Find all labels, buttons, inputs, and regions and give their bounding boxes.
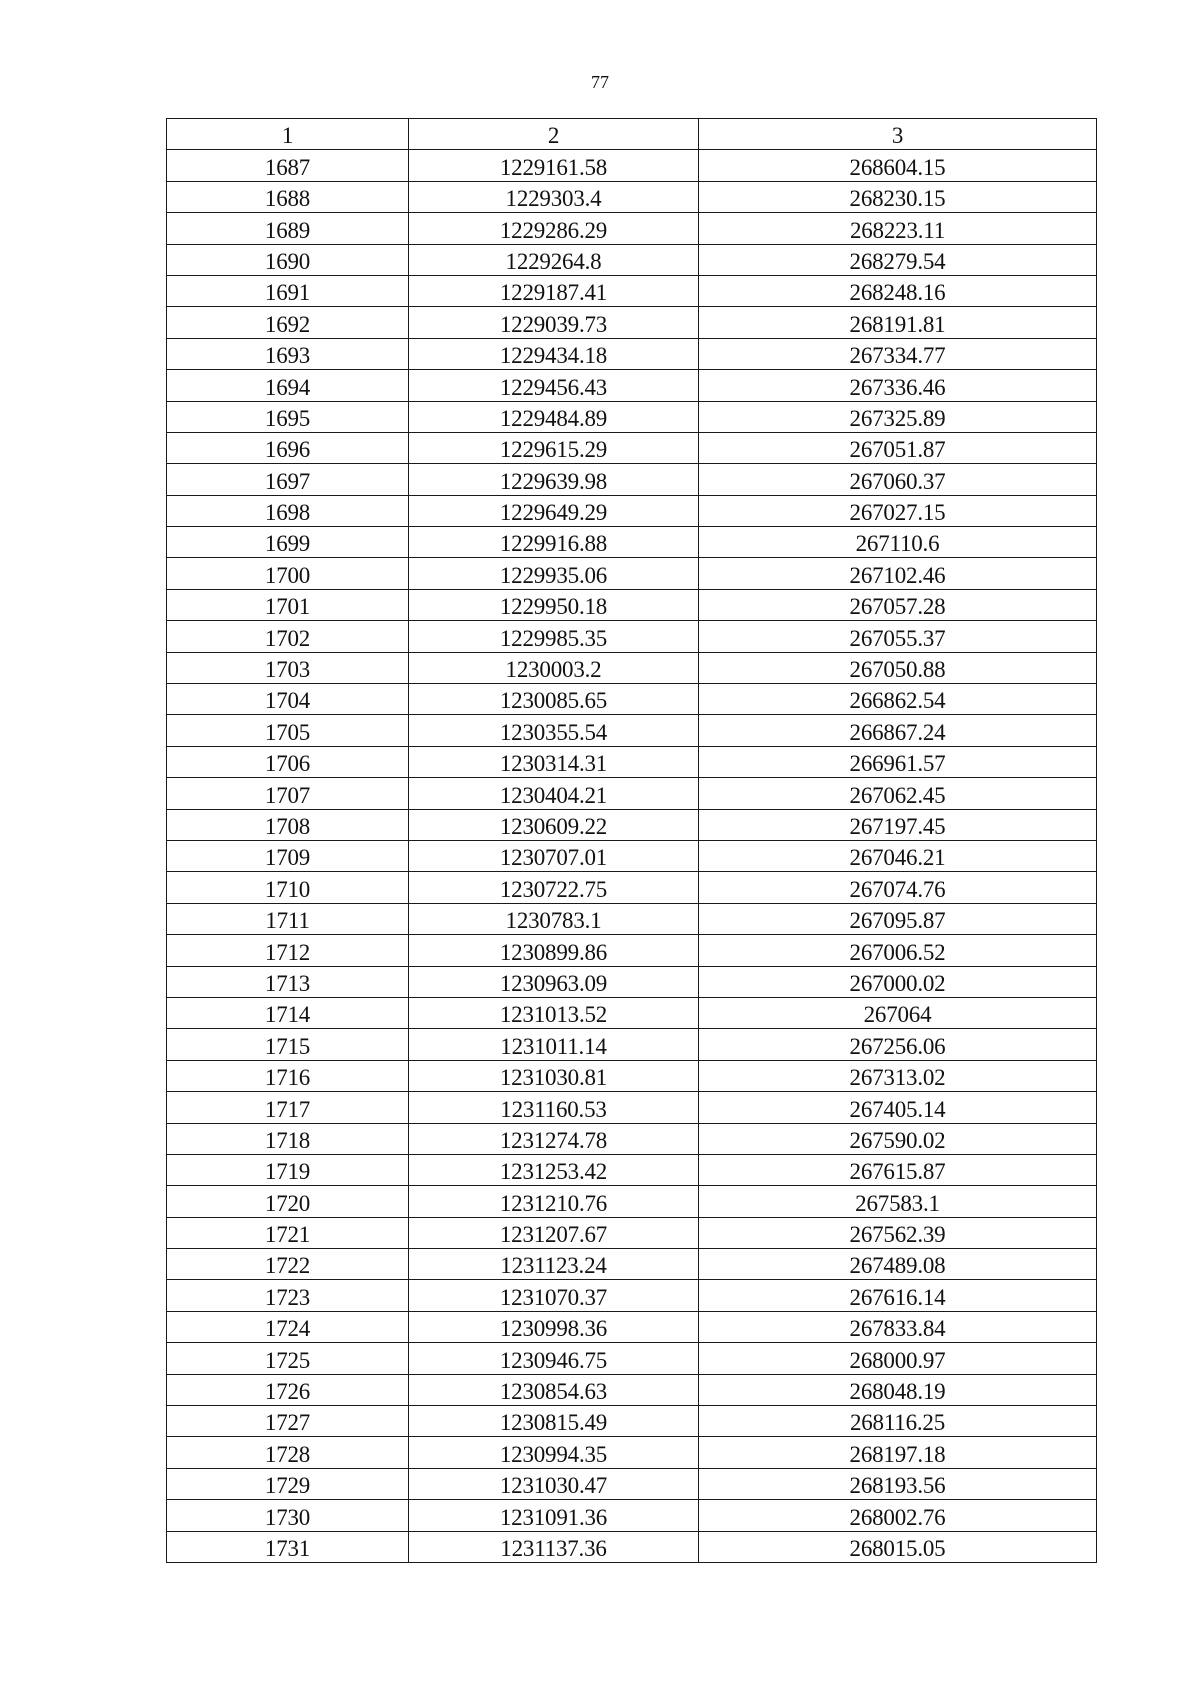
coordinate-y-cell: 267064 <box>699 997 1097 1028</box>
coordinate-y-cell: 268223.11 <box>699 213 1097 244</box>
table-row <box>167 684 1097 715</box>
coordinate-y-cell: 267313.02 <box>699 1060 1097 1091</box>
coordinate-x-cell: 1230707.01 <box>409 840 699 871</box>
coordinate-y-cell: 267405.14 <box>699 1092 1097 1123</box>
point-number-cell: 1714 <box>167 997 409 1028</box>
table-row <box>167 1092 1097 1123</box>
table-row <box>167 840 1097 871</box>
coordinate-x-cell: 1231160.53 <box>409 1092 699 1123</box>
coordinate-x-cell: 1230854.63 <box>409 1374 699 1405</box>
coordinate-y-cell: 267000.02 <box>699 966 1097 997</box>
point-number-cell: 1726 <box>167 1374 409 1405</box>
table-row <box>167 1154 1097 1185</box>
coordinate-y-cell: 267334.77 <box>699 338 1097 369</box>
point-number-cell: 1691 <box>167 275 409 306</box>
point-number-cell: 1689 <box>167 213 409 244</box>
coordinate-y-cell: 267046.21 <box>699 840 1097 871</box>
coordinate-y-cell: 267050.88 <box>699 652 1097 683</box>
table-row <box>167 1500 1097 1531</box>
table-row <box>167 338 1097 369</box>
coordinate-y-cell: 268197.18 <box>699 1437 1097 1468</box>
table-row <box>167 1406 1097 1437</box>
coordinate-x-cell: 1230609.22 <box>409 809 699 840</box>
table-row <box>167 1249 1097 1280</box>
coordinate-x-cell: 1229303.4 <box>409 181 699 212</box>
point-number-cell: 1696 <box>167 432 409 463</box>
coordinate-x-cell: 1230998.36 <box>409 1311 699 1342</box>
coordinate-x-cell: 1230815.49 <box>409 1406 699 1437</box>
coordinate-x-cell: 1231091.36 <box>409 1500 699 1531</box>
table-row <box>167 275 1097 306</box>
point-number-cell: 1709 <box>167 840 409 871</box>
table-body <box>167 150 1097 1563</box>
coordinate-y-cell: 267325.89 <box>699 401 1097 432</box>
coordinate-y-cell: 267489.08 <box>699 1249 1097 1280</box>
table-row <box>167 809 1097 840</box>
coordinate-y-cell: 268116.25 <box>699 1406 1097 1437</box>
coordinate-x-cell: 1231070.37 <box>409 1280 699 1311</box>
coordinate-y-cell: 267006.52 <box>699 935 1097 966</box>
coordinate-x-cell: 1229639.98 <box>409 464 699 495</box>
coordinate-y-cell: 267583.1 <box>699 1186 1097 1217</box>
point-number-cell: 1713 <box>167 966 409 997</box>
coordinate-x-cell: 1230963.09 <box>409 966 699 997</box>
point-number-cell: 1725 <box>167 1343 409 1374</box>
point-number-cell: 1705 <box>167 715 409 746</box>
coordinate-x-cell: 1231013.52 <box>409 997 699 1028</box>
coordinate-y-cell: 267590.02 <box>699 1123 1097 1154</box>
table-row <box>167 1374 1097 1405</box>
point-number-cell: 1692 <box>167 307 409 338</box>
coordinates-table <box>166 118 1097 1563</box>
point-number-cell: 1703 <box>167 652 409 683</box>
point-number-cell: 1715 <box>167 1029 409 1060</box>
point-number-cell: 1711 <box>167 903 409 934</box>
table-row <box>167 1123 1097 1154</box>
coordinate-x-cell: 1231123.24 <box>409 1249 699 1280</box>
table-row <box>167 997 1097 1028</box>
coordinate-y-cell: 268048.19 <box>699 1374 1097 1405</box>
point-number-cell: 1731 <box>167 1531 409 1562</box>
coordinate-y-cell: 268015.05 <box>699 1531 1097 1562</box>
point-number-cell: 1706 <box>167 746 409 777</box>
point-number-cell: 1719 <box>167 1154 409 1185</box>
point-number-cell: 1721 <box>167 1217 409 1248</box>
table-row <box>167 370 1097 401</box>
coordinate-y-cell: 267256.06 <box>699 1029 1097 1060</box>
table-row <box>167 935 1097 966</box>
point-number-cell: 1717 <box>167 1092 409 1123</box>
table-row <box>167 746 1097 777</box>
coordinate-y-cell: 268191.81 <box>699 307 1097 338</box>
coordinate-x-cell: 1229456.43 <box>409 370 699 401</box>
coordinate-x-cell: 1231011.14 <box>409 1029 699 1060</box>
table-row <box>167 1468 1097 1499</box>
table-row <box>167 1186 1097 1217</box>
point-number-cell: 1730 <box>167 1500 409 1531</box>
coordinate-y-cell: 267562.39 <box>699 1217 1097 1248</box>
coordinate-y-cell: 267616.14 <box>699 1280 1097 1311</box>
coordinate-x-cell: 1229161.58 <box>409 150 699 181</box>
coordinate-y-cell: 267110.6 <box>699 527 1097 558</box>
coordinate-x-cell: 1230946.75 <box>409 1343 699 1374</box>
table-row <box>167 150 1097 181</box>
coordinate-x-cell: 1231030.81 <box>409 1060 699 1091</box>
coordinate-y-cell: 267051.87 <box>699 432 1097 463</box>
point-number-cell: 1702 <box>167 621 409 652</box>
coordinate-x-cell: 1229916.88 <box>409 527 699 558</box>
coordinate-x-cell: 1229950.18 <box>409 589 699 620</box>
coordinate-x-cell: 1229484.89 <box>409 401 699 432</box>
coordinate-x-cell: 1230994.35 <box>409 1437 699 1468</box>
table-row <box>167 1280 1097 1311</box>
table-row <box>167 558 1097 589</box>
coordinate-x-cell: 1230722.75 <box>409 872 699 903</box>
coordinate-x-cell: 1230404.21 <box>409 778 699 809</box>
coordinate-y-cell: 267055.37 <box>699 621 1097 652</box>
coordinate-y-cell: 267027.15 <box>699 495 1097 526</box>
header-row <box>167 119 1097 150</box>
table-row <box>167 213 1097 244</box>
table-row <box>167 652 1097 683</box>
table-row <box>167 244 1097 275</box>
point-number-cell: 1728 <box>167 1437 409 1468</box>
coordinate-x-cell: 1231207.67 <box>409 1217 699 1248</box>
table-row <box>167 181 1097 212</box>
table-row <box>167 589 1097 620</box>
coordinate-y-cell: 267074.76 <box>699 872 1097 903</box>
table-row <box>167 778 1097 809</box>
coordinate-y-cell: 268604.15 <box>699 150 1097 181</box>
point-number-cell: 1720 <box>167 1186 409 1217</box>
coordinate-y-cell: 266862.54 <box>699 684 1097 715</box>
point-number-cell: 1690 <box>167 244 409 275</box>
table-row <box>167 872 1097 903</box>
coordinate-y-cell: 268000.97 <box>699 1343 1097 1374</box>
coordinate-y-cell: 267197.45 <box>699 809 1097 840</box>
point-number-cell: 1695 <box>167 401 409 432</box>
coordinate-x-cell: 1231030.47 <box>409 1468 699 1499</box>
coordinate-y-cell: 266867.24 <box>699 715 1097 746</box>
coordinate-y-cell: 267060.37 <box>699 464 1097 495</box>
table-row <box>167 715 1097 746</box>
point-number-cell: 1707 <box>167 778 409 809</box>
coordinate-y-cell: 267336.46 <box>699 370 1097 401</box>
table-row <box>167 1531 1097 1562</box>
point-number-cell: 1700 <box>167 558 409 589</box>
point-number-cell: 1704 <box>167 684 409 715</box>
coordinate-x-cell: 1230003.2 <box>409 652 699 683</box>
table-row <box>167 495 1097 526</box>
coordinate-y-cell: 267062.45 <box>699 778 1097 809</box>
point-number-cell: 1716 <box>167 1060 409 1091</box>
point-number-cell: 1687 <box>167 150 409 181</box>
coordinate-x-cell: 1230355.54 <box>409 715 699 746</box>
coordinate-x-cell: 1229615.29 <box>409 432 699 463</box>
coordinate-x-cell: 1230314.31 <box>409 746 699 777</box>
point-number-cell: 1724 <box>167 1311 409 1342</box>
column-header-3: 3 <box>699 119 1097 150</box>
coordinate-x-cell: 1229649.29 <box>409 495 699 526</box>
table-row <box>167 621 1097 652</box>
point-number-cell: 1693 <box>167 338 409 369</box>
coordinate-y-cell: 267057.28 <box>699 589 1097 620</box>
point-number-cell: 1727 <box>167 1406 409 1437</box>
table-row <box>167 527 1097 558</box>
coordinate-y-cell: 266961.57 <box>699 746 1097 777</box>
point-number-cell: 1688 <box>167 181 409 212</box>
point-number-cell: 1729 <box>167 1468 409 1499</box>
point-number-cell: 1718 <box>167 1123 409 1154</box>
coordinate-y-cell: 267095.87 <box>699 903 1097 934</box>
coordinate-x-cell: 1229286.29 <box>409 213 699 244</box>
coordinate-x-cell: 1229187.41 <box>409 275 699 306</box>
table-row <box>167 1311 1097 1342</box>
coordinate-x-cell: 1231253.42 <box>409 1154 699 1185</box>
point-number-cell: 1710 <box>167 872 409 903</box>
table-row <box>167 966 1097 997</box>
coordinate-y-cell: 267833.84 <box>699 1311 1097 1342</box>
table-row <box>167 903 1097 934</box>
coordinate-x-cell: 1229434.18 <box>409 338 699 369</box>
point-number-cell: 1694 <box>167 370 409 401</box>
coordinate-x-cell: 1229039.73 <box>409 307 699 338</box>
coordinate-x-cell: 1231274.78 <box>409 1123 699 1154</box>
point-number-cell: 1708 <box>167 809 409 840</box>
coordinate-x-cell: 1229935.06 <box>409 558 699 589</box>
table-row <box>167 1060 1097 1091</box>
coordinate-x-cell: 1230085.65 <box>409 684 699 715</box>
coordinate-x-cell: 1231137.36 <box>409 1531 699 1562</box>
coordinate-y-cell: 267102.46 <box>699 558 1097 589</box>
coordinate-x-cell: 1230899.86 <box>409 935 699 966</box>
table-row <box>167 432 1097 463</box>
table-row <box>167 1437 1097 1468</box>
point-number-cell: 1701 <box>167 589 409 620</box>
table-row <box>167 401 1097 432</box>
table-row <box>167 1217 1097 1248</box>
point-number-cell: 1723 <box>167 1280 409 1311</box>
coordinate-y-cell: 268230.15 <box>699 181 1097 212</box>
coordinate-y-cell: 268002.76 <box>699 1500 1097 1531</box>
table-header <box>167 119 1097 150</box>
point-number-cell: 1698 <box>167 495 409 526</box>
table-row <box>167 1029 1097 1060</box>
page-number: 77 <box>591 72 609 92</box>
table-row <box>167 307 1097 338</box>
table-row <box>167 464 1097 495</box>
coordinate-y-cell: 268248.16 <box>699 275 1097 306</box>
coordinate-y-cell: 268193.56 <box>699 1468 1097 1499</box>
column-header-2: 2 <box>409 119 699 150</box>
column-header-1: 1 <box>167 119 409 150</box>
coordinate-y-cell: 267615.87 <box>699 1154 1097 1185</box>
coordinate-y-cell: 268279.54 <box>699 244 1097 275</box>
coordinate-x-cell: 1230783.1 <box>409 903 699 934</box>
coordinate-x-cell: 1229264.8 <box>409 244 699 275</box>
coordinate-x-cell: 1229985.35 <box>409 621 699 652</box>
point-number-cell: 1722 <box>167 1249 409 1280</box>
point-number-cell: 1712 <box>167 935 409 966</box>
point-number-cell: 1699 <box>167 527 409 558</box>
coordinate-x-cell: 1231210.76 <box>409 1186 699 1217</box>
table-row <box>167 1343 1097 1374</box>
point-number-cell: 1697 <box>167 464 409 495</box>
